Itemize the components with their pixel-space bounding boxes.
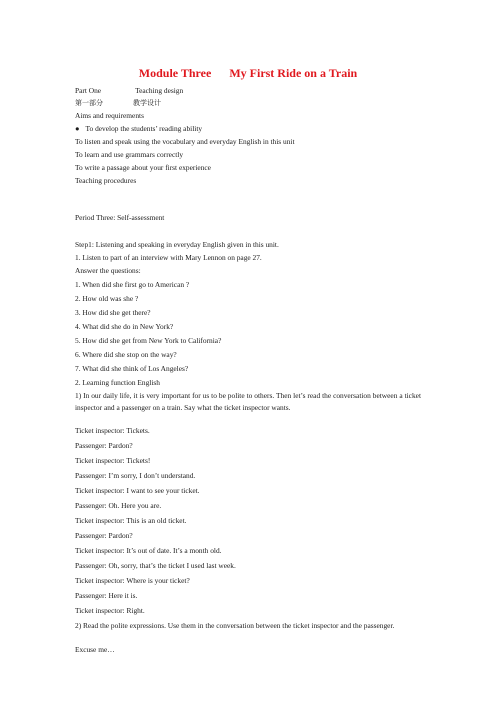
aim-item: To write a passage about your first experience — [75, 163, 211, 172]
aim-item — [75, 124, 421, 134]
paragraph-polite-expressions: 2) Read the polite expressions. Use them in the conversation between the ticket inspector and the passenger. — [75, 621, 395, 630]
period-heading: Period Three: Self-assessment — [75, 213, 165, 222]
excuse-me-line: Excuse me… — [75, 645, 115, 654]
dialogue-line: Ticket inspector: I want to see your ticket. — [75, 486, 200, 495]
teaching-design-cn-label: 教学设计 — [133, 99, 161, 107]
dialogue-line: Ticket inspector: Tickets! — [75, 456, 151, 465]
page-title: Module Three My First Ride on a Train — [138, 66, 358, 80]
part-one-cn-label: 第一部分 — [75, 99, 103, 107]
question-item: 2. How old was she ? — [75, 294, 139, 303]
question-item: 6. Where did she stop on the way? — [75, 350, 177, 359]
paragraph-polite-intro: 1) In our daily life, it is very important for us to be polite to others. Then let’s read the conversation between a ticket inspector and a passenger on a train. Say what the ticket inspector wants. — [75, 391, 421, 412]
aim-text: To develop the students’ reading ability — [85, 124, 203, 133]
dialogue-line: Passenger: Oh, sorry, that’s the ticket I used last week. — [75, 561, 236, 570]
teaching-design-label: Teaching design — [135, 86, 184, 95]
dialogue-line: Ticket inspector: This is an old ticket. — [75, 516, 187, 525]
procedures-heading: Teaching procedures — [75, 176, 137, 185]
part-one-cn-line — [75, 98, 421, 108]
part-one-line — [75, 86, 421, 96]
question-item: 5. How did she get from New York to California? — [75, 336, 222, 345]
dialogue-line: Ticket inspector: It’s out of date. It’s a month old. — [75, 546, 222, 555]
question-item: 4. What did she do in New York? — [75, 322, 174, 331]
dialogue-line: Passenger: Pardon? — [75, 531, 133, 540]
listen-item: 1. Listen to part of an interview with Mary Lennon on page 27. — [75, 253, 262, 262]
dialogue-line: Passenger: Oh. Here you are. — [75, 501, 162, 510]
dialogue-line: Ticket inspector: Tickets. — [75, 426, 150, 435]
dialogue-line: Ticket inspector: Right. — [75, 606, 145, 615]
dialogue-line: Ticket inspector: Where is your ticket? — [75, 576, 190, 585]
dialogue-line: Passenger: Pardon? — [75, 441, 133, 450]
dialogue-line: Passenger: I’m sorry, I don’t understand. — [75, 471, 196, 480]
dialogue-line: Passenger: Here it is. — [75, 591, 138, 600]
question-item: 3. How did she get there? — [75, 308, 151, 317]
aims-heading: Aims and requirements — [75, 111, 144, 120]
learning-function-heading: 2. Learning function English — [75, 378, 160, 387]
question-item: 7. What did she think of Los Angeles? — [75, 364, 189, 373]
answer-heading: Answer the questions: — [75, 266, 141, 275]
black-circle-bullet-icon: ● — [75, 124, 80, 133]
question-item: 1. When did she first go to American ? — [75, 280, 190, 289]
step1-heading: Step1: Listening and speaking in everyday English given in this unit. — [75, 240, 279, 249]
part-one-label: Part One — [75, 86, 102, 95]
aim-item: To learn and use grammars correctly — [75, 150, 184, 159]
aim-item: To listen and speak using the vocabulary and everyday English in this unit — [75, 137, 295, 146]
